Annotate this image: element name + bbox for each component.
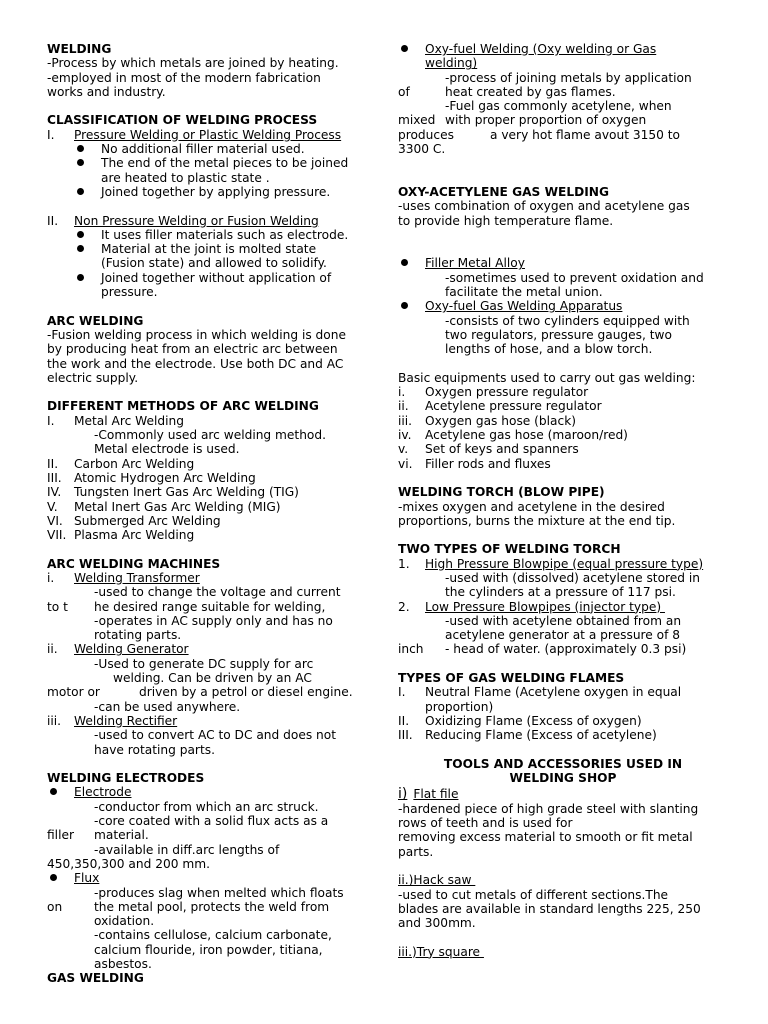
machine-item bbox=[47, 642, 369, 656]
bullet-icon bbox=[398, 256, 425, 270]
item-label: Filler Metal Alloy bbox=[425, 256, 525, 271]
machine-note: driven by a petrol or diesel engine. bbox=[139, 685, 353, 700]
tool-description: rows of teeth and is used for bbox=[398, 816, 573, 831]
electrode-note: material. bbox=[94, 828, 149, 843]
classification-heading: CLASSIFICATION OF WELDING PROCESS bbox=[47, 113, 318, 128]
item-text: Filler rods and fluxes bbox=[425, 456, 551, 471]
electrode-note: 450,350,300 and 200 mm. bbox=[47, 856, 210, 871]
welding-text-1: -Process by which metals are joined by heating. bbox=[47, 56, 339, 71]
tools-heading: TOOLS AND ACCESSORIES USED IN bbox=[443, 756, 683, 771]
item-label: Oxy-fuel Welding (Oxy welding or Gas bbox=[425, 42, 657, 56]
item-text: Atomic Hydrogen Arc Welding bbox=[74, 470, 256, 485]
item-number: V. bbox=[47, 499, 58, 514]
list-item bbox=[47, 156, 369, 170]
welding-torch-heading: WELDING TORCH (BLOW PIPE) bbox=[398, 485, 605, 500]
bullet-icon bbox=[47, 785, 74, 799]
item-number: ii. bbox=[398, 399, 409, 414]
item-number: iv. bbox=[398, 428, 412, 443]
item-number: II. bbox=[398, 713, 410, 728]
gas-welding-heading: GAS WELDING bbox=[47, 971, 144, 986]
item-text: Oxidizing Flame (Excess of oxygen) bbox=[425, 713, 642, 728]
item-label: Flux bbox=[74, 871, 100, 886]
item-number: IV. bbox=[47, 485, 62, 500]
machine-note-lead: motor or bbox=[47, 685, 100, 700]
electrode-note-row bbox=[47, 828, 369, 842]
item-number: VII. bbox=[47, 528, 67, 543]
machine-note: he desired range suitable for welding, bbox=[94, 599, 326, 614]
list-item-text: No additional filler material used. bbox=[101, 142, 305, 157]
equipment-item bbox=[398, 428, 728, 442]
equipment-item bbox=[398, 442, 728, 456]
list-item bbox=[47, 142, 369, 156]
item-text: Acetylene pressure regulator bbox=[425, 399, 602, 414]
torch-type-note-lead: inch bbox=[398, 642, 424, 657]
arc-method-item bbox=[47, 528, 369, 542]
machine-note: welding. Can be driven by an AC bbox=[113, 671, 312, 686]
flame-item bbox=[398, 728, 728, 742]
flux-item bbox=[47, 871, 369, 885]
oxyfuel-note-row bbox=[398, 113, 728, 127]
oxyfuel-note: -Fuel gas commonly acetylene, when bbox=[445, 99, 672, 114]
electrode-note: -core coated with a solid flux acts as a bbox=[94, 814, 329, 829]
item-number: I. bbox=[47, 127, 55, 142]
machine-note: -can be used anywhere. bbox=[94, 699, 241, 714]
equipment-item bbox=[398, 399, 728, 413]
tool-item-flat-file bbox=[398, 787, 728, 801]
list-item bbox=[47, 242, 369, 256]
list-item-continuation: are heated to plastic state . bbox=[101, 170, 270, 185]
tool-item-hack-saw: ii.)Hack saw bbox=[398, 873, 476, 888]
electrodes-heading: WELDING ELECTRODES bbox=[47, 771, 205, 786]
list-item bbox=[47, 271, 369, 285]
list-item-continuation: (Fusion state) and allowed to solidify. bbox=[101, 256, 327, 271]
arc-welding-text: -Fusion welding process in which welding is done bbox=[47, 327, 346, 342]
torch-type-note: -used with acetylene obtained from an bbox=[445, 613, 682, 628]
item-label: Non Pressure Welding or Fusion Welding bbox=[74, 213, 319, 228]
torch-types-heading: TWO TYPES OF WELDING TORCH bbox=[398, 542, 621, 557]
machine-note: -used to convert AC to DC and does not bbox=[94, 728, 337, 743]
flux-note-row bbox=[47, 900, 369, 914]
item-number: I. bbox=[47, 413, 55, 428]
torch-type-note: - head of water. (approximately 0.3 psi) bbox=[445, 642, 687, 657]
item-label: Welding Generator bbox=[74, 642, 189, 657]
item-label: Welding Rectifier bbox=[74, 713, 178, 728]
flux-note-lead: on bbox=[47, 899, 63, 914]
welding-torch-text: proportions, burns the mixture at the end tip. bbox=[398, 513, 676, 528]
torch-type-note-row bbox=[398, 642, 728, 656]
item-text: Oxygen pressure regulator bbox=[425, 385, 589, 400]
item-number: I. bbox=[398, 685, 406, 700]
item-number: II. bbox=[47, 456, 59, 471]
item-text: Submerged Arc Welding bbox=[74, 513, 221, 528]
item-number: 1. bbox=[398, 556, 410, 571]
left-column bbox=[47, 42, 369, 986]
bullet-icon bbox=[74, 242, 101, 256]
list-item-text: Material at the joint is molted state bbox=[101, 242, 317, 257]
arc-method-item bbox=[47, 471, 369, 485]
item-text: Acetylene gas hose (maroon/red) bbox=[425, 428, 628, 443]
machine-note: rotating parts. bbox=[94, 628, 182, 643]
item-text: Oxygen gas hose (black) bbox=[425, 413, 577, 428]
flux-note: -contains cellulose, calcium carbonate, bbox=[94, 928, 332, 943]
oxyfuel-note: with proper proportion of oxygen bbox=[445, 113, 647, 128]
arc-machines-heading: ARC WELDING MACHINES bbox=[47, 556, 221, 571]
tool-item-try-square: iii.)Try square bbox=[398, 944, 484, 959]
oxy-acetylene-text: -uses combination of oxygen and acetylene gas bbox=[398, 199, 690, 214]
oxy-acetylene-text: to provide high temperature flame. bbox=[398, 213, 614, 228]
oxyfuel-note-lead: produces bbox=[398, 127, 454, 142]
item-label: Welding Transformer bbox=[74, 570, 200, 585]
list-item bbox=[47, 185, 369, 199]
bullet-icon bbox=[74, 271, 101, 285]
list-item-text: Joined together without application of bbox=[101, 270, 332, 285]
welding-text-3: works and industry. bbox=[47, 84, 166, 99]
arc-method-item bbox=[47, 457, 369, 471]
machine-item bbox=[47, 571, 369, 585]
flux-note: the metal pool, protects the weld from bbox=[94, 899, 330, 914]
equipment-item bbox=[398, 457, 728, 471]
bullet-icon bbox=[74, 185, 101, 199]
bullet-icon bbox=[398, 42, 425, 56]
item-label: Electrode bbox=[74, 785, 132, 800]
item-number: ii. bbox=[47, 642, 58, 657]
item-number: vi. bbox=[398, 456, 413, 471]
machine-note: -used to change the voltage and current bbox=[94, 585, 341, 600]
torch-type-item bbox=[398, 557, 728, 571]
machine-item bbox=[47, 714, 369, 728]
item-text: Set of keys and spanners bbox=[425, 442, 579, 457]
machine-note-row bbox=[47, 685, 369, 699]
item-text: Neutral Flame (Acetylene oxygen in equal bbox=[425, 685, 682, 700]
tools-heading-line-2: WELDING SHOP bbox=[509, 771, 617, 786]
tool-description: blades are available in standard lengths 225, 250 bbox=[398, 901, 701, 916]
bullet-icon bbox=[74, 156, 101, 170]
apparatus-note: lengths of hose, and a blow torch. bbox=[445, 342, 653, 357]
list-item bbox=[47, 228, 369, 242]
machine-note: -Used to generate DC supply for arc bbox=[94, 656, 314, 671]
arc-method-note: Metal electrode is used. bbox=[94, 442, 240, 457]
equipment-item bbox=[398, 414, 728, 428]
filler-item bbox=[398, 256, 728, 270]
item-text: Tungsten Inert Gas Arc Welding (TIG) bbox=[74, 485, 299, 500]
welding-text-2: -employed in most of the modern fabrication bbox=[47, 70, 321, 85]
electrode-item bbox=[47, 785, 369, 799]
flame-item bbox=[398, 685, 728, 699]
tool-description: removing excess material to smooth or fit metal bbox=[398, 830, 693, 845]
item-number: 2. bbox=[398, 599, 410, 614]
bullet-icon bbox=[398, 299, 425, 313]
item-number: II. bbox=[47, 213, 59, 228]
item-text: Plasma Arc Welding bbox=[74, 528, 195, 543]
machine-note-lead: to t bbox=[47, 599, 68, 614]
machine-note-row bbox=[47, 600, 369, 614]
torch-type-note: -used with (dissolved) acetylene stored in bbox=[445, 570, 700, 585]
arc-method-item bbox=[47, 514, 369, 528]
tool-description: parts. bbox=[398, 844, 434, 859]
item-label: Oxy-fuel Gas Welding Apparatus bbox=[425, 299, 623, 314]
machine-note: -operates in AC supply only and has no bbox=[94, 613, 333, 628]
arc-methods-heading: DIFFERENT METHODS OF ARC WELDING bbox=[47, 399, 319, 414]
flux-note: oxidation. bbox=[94, 914, 155, 929]
flame-item-continuation: proportion) bbox=[425, 699, 494, 714]
arc-welding-heading: ARC WELDING bbox=[47, 313, 144, 328]
bullet-icon bbox=[47, 871, 74, 885]
tool-description: and 300mm. bbox=[398, 916, 476, 931]
bullet-icon bbox=[74, 142, 101, 156]
arc-method-item bbox=[47, 485, 369, 499]
item-text: Metal Inert Gas Arc Welding (MIG) bbox=[74, 499, 281, 514]
item-number: iii. bbox=[47, 713, 62, 728]
flux-note: -produces slag when melted which floats bbox=[94, 885, 344, 900]
item-text: Metal Arc Welding bbox=[74, 413, 184, 428]
arc-method-item bbox=[47, 414, 369, 428]
equipment-item bbox=[398, 385, 728, 399]
oxyfuel-item bbox=[398, 42, 728, 56]
oxyfuel-note-row bbox=[398, 128, 728, 142]
item-label: Low Pressure Blowpipes (injector type) bbox=[425, 599, 665, 614]
oxyfuel-note: 3300 C. bbox=[398, 142, 446, 157]
electrode-note: -available in diff.arc lengths of bbox=[94, 842, 280, 857]
bullet-icon bbox=[74, 228, 101, 242]
item-number: iii. bbox=[398, 413, 413, 428]
tool-description: -used to cut metals of different sections.The bbox=[398, 887, 669, 902]
item-number: i. bbox=[398, 385, 406, 400]
item-number: VI. bbox=[47, 513, 63, 528]
classification-item bbox=[47, 128, 369, 142]
list-item-continuation: pressure. bbox=[101, 285, 158, 300]
apparatus-note: two regulators, pressure gauges, two bbox=[445, 327, 672, 342]
arc-method-note: -Commonly used arc welding method. bbox=[94, 428, 326, 443]
electrode-note-lead: filler bbox=[47, 828, 74, 843]
torch-type-item bbox=[398, 600, 728, 614]
filler-note: facilitate the metal union. bbox=[445, 285, 603, 300]
welding-torch-text: -mixes oxygen and acetylene in the desired bbox=[398, 499, 665, 514]
tool-description: -hardened piece of high grade steel with slanting bbox=[398, 801, 699, 816]
torch-type-note: acetylene generator at a pressure of 8 bbox=[445, 628, 681, 643]
arc-welding-text: electric supply. bbox=[47, 370, 139, 385]
tool-label: Flat file bbox=[413, 787, 459, 802]
right-column bbox=[398, 42, 728, 959]
list-item-text: The end of the metal pieces to be joined bbox=[101, 156, 349, 171]
item-number: III. bbox=[47, 470, 62, 485]
tool-number: i) bbox=[398, 786, 408, 803]
flux-note: asbestos. bbox=[94, 957, 152, 971]
oxyfuel-note: a very hot flame avout 3150 to bbox=[490, 127, 681, 142]
item-number: i. bbox=[47, 570, 55, 585]
apparatus-item bbox=[398, 299, 728, 313]
oxyfuel-note-lead: mixed bbox=[398, 113, 436, 128]
oxy-acetylene-heading: OXY-ACETYLENE GAS WELDING bbox=[398, 184, 609, 199]
oxyfuel-note-lead: of bbox=[398, 84, 410, 99]
machine-note: have rotating parts. bbox=[94, 742, 215, 757]
torch-type-note: the cylinders at a pressure of 117 psi. bbox=[445, 585, 676, 600]
oxyfuel-note-row bbox=[398, 85, 728, 99]
equipment-intro: Basic equipments used to carry out gas welding: bbox=[398, 370, 696, 385]
arc-method-item bbox=[47, 500, 369, 514]
arc-welding-text: by producing heat from an electric arc between bbox=[47, 342, 338, 357]
oxyfuel-note: -process of joining metals by application bbox=[445, 70, 692, 85]
item-number: v. bbox=[398, 442, 409, 457]
filler-note: -sometimes used to prevent oxidation and bbox=[445, 270, 704, 285]
flame-types-heading: TYPES OF GAS WELDING FLAMES bbox=[398, 671, 625, 686]
item-label: Pressure Welding or Plastic Welding Process bbox=[74, 127, 342, 142]
item-label-continuation: welding) bbox=[425, 56, 478, 71]
list-item-text: Joined together by applying pressure. bbox=[101, 184, 331, 199]
welding-heading: WELDING bbox=[47, 42, 112, 56]
apparatus-note: -consists of two cylinders equipped with bbox=[445, 313, 690, 328]
flux-note: calcium flouride, iron powder, titiana, bbox=[94, 942, 323, 957]
arc-welding-text: the work and the electrode. Use both DC and AC bbox=[47, 356, 344, 371]
item-text: Reducing Flame (Excess of acetylene) bbox=[425, 728, 657, 743]
oxyfuel-note: heat created by gas flames. bbox=[445, 84, 616, 99]
item-label: High Pressure Blowpipe (equal pressure type) bbox=[425, 556, 704, 571]
item-number: III. bbox=[398, 728, 413, 743]
electrode-note: -conductor from which an arc struck. bbox=[94, 799, 319, 814]
flame-item bbox=[398, 714, 728, 728]
item-text: Carbon Arc Welding bbox=[74, 456, 195, 471]
classification-item bbox=[47, 214, 369, 228]
list-item-text: It uses filler materials such as electrode. bbox=[101, 227, 349, 242]
